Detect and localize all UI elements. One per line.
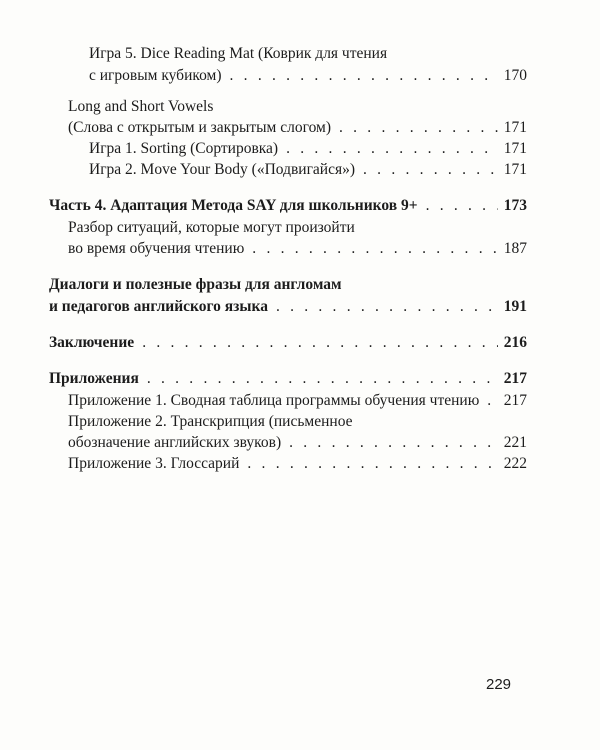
toc-entry-vowels-line2[interactable]: (Слова с открытым и закрытым слогом) . . . 171: [68, 118, 527, 138]
toc-entry-situations-line2[interactable]: во время обучения чтению . . . 187: [68, 239, 527, 259]
dot-leader: [286, 139, 498, 159]
page-ref: 191: [503, 298, 527, 315]
toc-entry-appendix2-line2[interactable]: обозначение английских звуков) . . . 221: [68, 433, 527, 453]
dot-leader: [289, 433, 498, 453]
dot-leader: [142, 333, 498, 353]
dot-leader: [252, 239, 497, 259]
toc-entry-appendix1[interactable]: Приложение 1. Сводная таблица программы обучения чтению . . . 217: [68, 391, 527, 411]
page-ref: 217: [503, 392, 527, 409]
page-ref: 216: [503, 334, 527, 351]
dot-leader: [339, 118, 498, 138]
toc-entry-appendix3[interactable]: Приложение 3. Глоссарий . . . 222: [68, 454, 527, 474]
toc-entry-appendix2-line1: Приложение 2. Транскрипция (письменное: [68, 413, 353, 430]
page-ref: 217: [503, 370, 527, 387]
page-number: 229: [486, 676, 512, 693]
page-ref: 173: [503, 197, 527, 214]
toc-entry-conclusion[interactable]: Заключение . . . 216: [49, 333, 527, 353]
dot-leader: [426, 196, 498, 216]
dot-leader: [487, 391, 497, 411]
page-ref: 171: [503, 119, 527, 136]
dot-leader: [230, 66, 498, 86]
toc-entry-appendices[interactable]: Приложения . . . 217: [49, 369, 527, 389]
toc-entry-part4[interactable]: Часть 4. Адаптация Метода SAY для школьников 9+ . . . 173: [49, 196, 527, 216]
toc-entry-dialogues-line2[interactable]: и педагогов английского языка . . . 191: [49, 297, 527, 317]
toc-entry-sorting[interactable]: Игра 1. Sorting (Сортировка) . . . 171: [89, 139, 527, 159]
toc-entry-game5-line1: Игра 5. Dice Reading Mat (Коврик для чтения: [89, 45, 388, 62]
page-ref: 171: [503, 161, 527, 178]
toc-entry-situations-line1: Разбор ситуаций, которые могут произойти: [68, 219, 355, 236]
dot-leader: [276, 297, 498, 317]
page-ref: 222: [503, 455, 527, 472]
page-ref: 171: [503, 140, 527, 157]
page-ref: 187: [503, 240, 527, 257]
dot-leader: [247, 454, 497, 474]
page-ref: 170: [503, 67, 527, 84]
dot-leader: [147, 369, 498, 389]
page-ref: 221: [503, 434, 527, 451]
dot-leader: [363, 160, 498, 180]
toc-entry-move-your-body[interactable]: Игра 2. Move Your Body («Подвигайся») . . . 171: [89, 160, 527, 180]
toc-entry-game5-line2[interactable]: с игровым кубиком) . . . 170: [89, 66, 527, 86]
toc-entry-dialogues-line1: Диалоги и полезные фразы для англомам: [49, 276, 342, 293]
toc-entry-vowels-line1: Long and Short Vowels: [68, 98, 214, 115]
